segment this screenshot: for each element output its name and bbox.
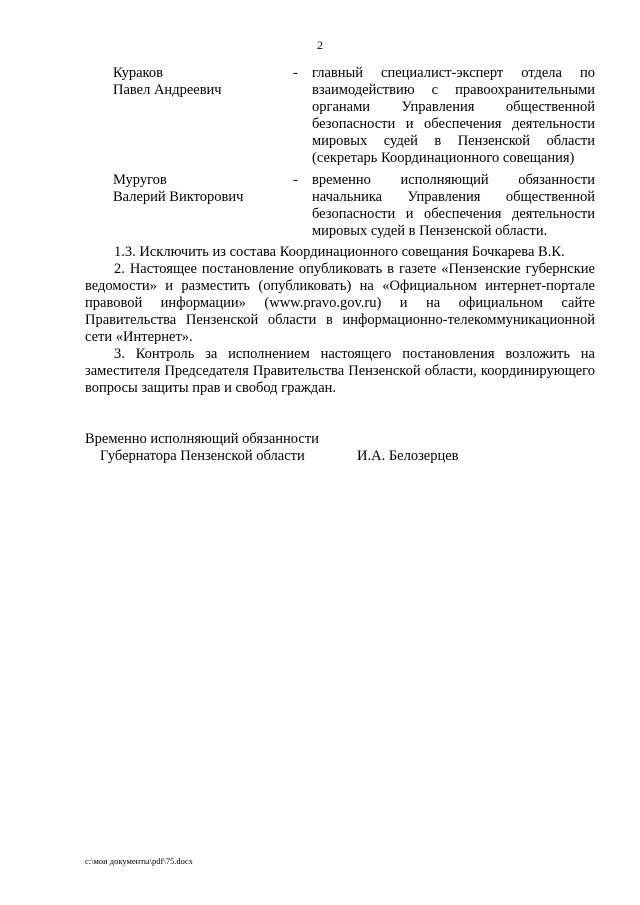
signature-title-line-2: Губернатора Пензенской области	[100, 448, 305, 464]
member-dash: -	[293, 172, 298, 188]
paragraph-1-3: 1.3. Исключить из состава Координационного совещания Бочкарева В.К.	[114, 244, 565, 260]
paragraph-2: 2. Настоящее постановление опубликовать в газете «Пензенские губернские ведомости» и разместить (опубликовать) на «Официальном интернет-портале правовой информации» (www.pravo.gov.ru) и на официальном сайте Правительства Пензенской области в информационно-телекоммуникационной сети «Интернет».	[85, 261, 595, 345]
page-number: 2	[317, 38, 323, 52]
paragraph-3: 3. Контроль за исполнением настоящего постановления возложить на заместителя Председателя Правительства Пензенской области, координирующего вопросы защиты прав и свобод граждан.	[85, 346, 595, 396]
signature-name: И.А. Белозерцев	[357, 448, 459, 464]
member-name	[113, 65, 288, 99]
member-role: временно исполняющий обязанности начальника Управления общественной безопасности и обеспечения деятельности мировых судей в Пензенской области.	[312, 172, 595, 239]
member-surname: Кураков	[113, 65, 163, 81]
member-given-names: Валерий Викторович	[113, 189, 244, 205]
member-given-names: Павел Андреевич	[113, 82, 222, 98]
member-surname: Муругов	[113, 172, 167, 188]
member-entry	[113, 172, 595, 240]
footer-file-path: c:\мои документы\pdf\75.docx	[85, 856, 193, 866]
member-role: главный специалист-эксперт отдела по взаимодействию с правоохранительными органами Управления общественной безопасности и обеспечения деятельности мировых судей в Пензенской области (секретарь Координационного совещания)	[312, 65, 595, 166]
member-dash: -	[293, 65, 298, 81]
signature-title-line-1: Временно исполняющий обязанности	[85, 431, 319, 447]
body-paragraphs	[85, 244, 595, 397]
member-entry	[113, 65, 595, 167]
member-name	[113, 172, 288, 206]
